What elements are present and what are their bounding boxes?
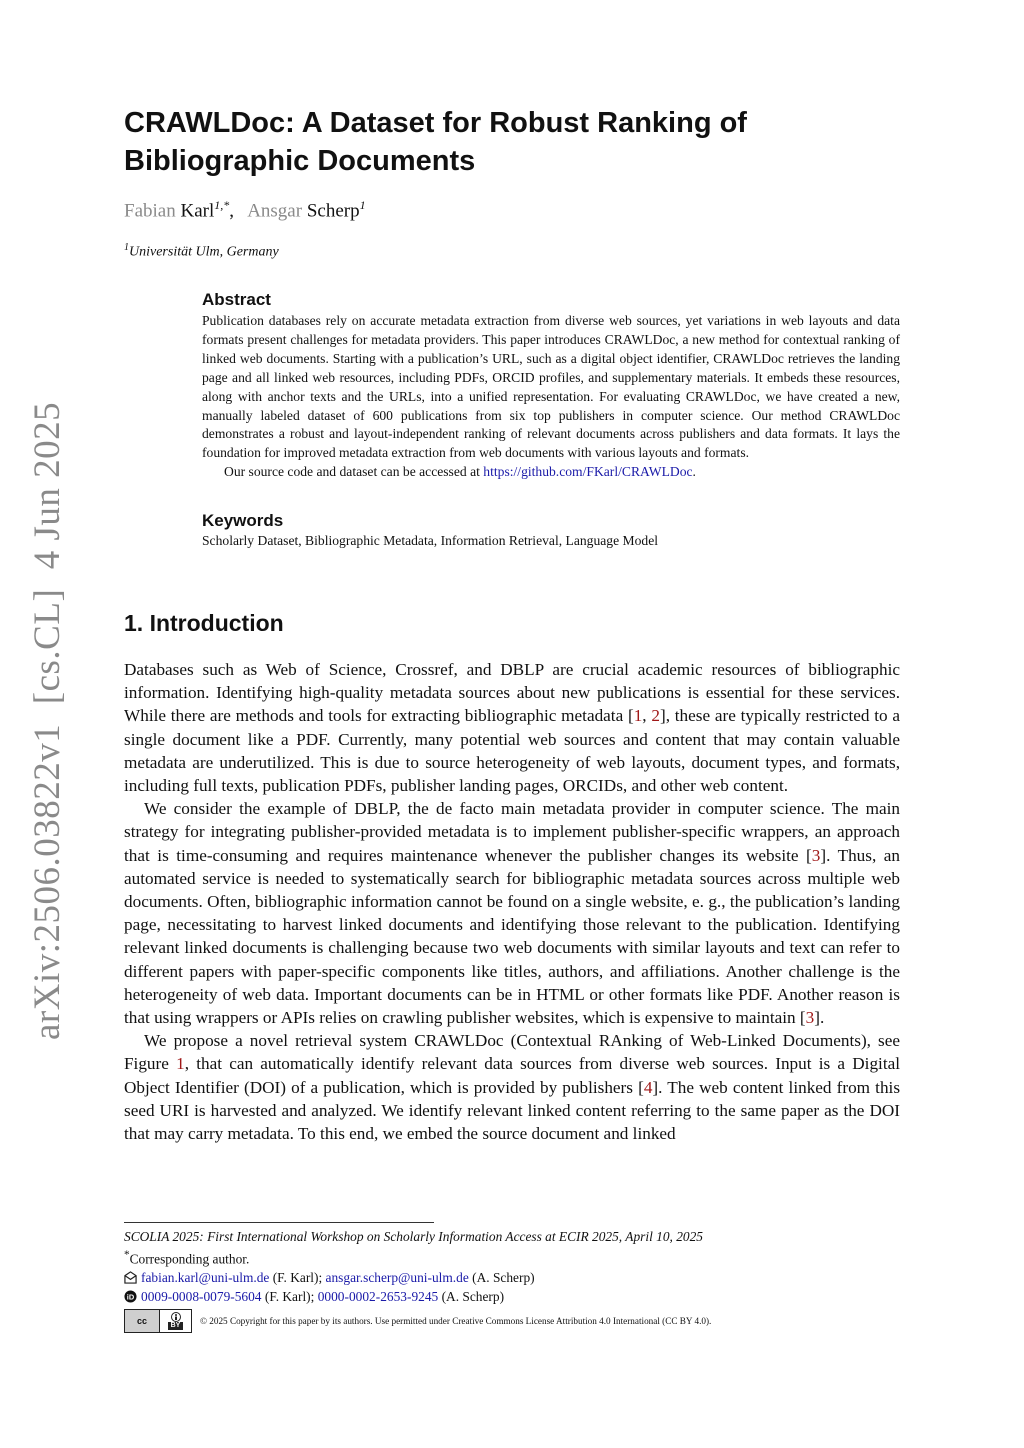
paragraph-text: ]. The web content linked from this seed URI is harvested and analyzed. We identify relevant linked content referring to the same paper as the DOI that may carry metadata. To this end, we embed the source document and linked xyxy=(124,1077,901,1144)
orcid-owner: (F. Karl); xyxy=(261,1289,318,1305)
abstract-text: Publication databases rely on accurate metadata extraction from diverse web sources, yet variations in web layouts and data formats present challenges for metadata providers. This paper introduces CRAWLDoc, a new method for contextual ranking of linked web documents. Starting with a publication’s URL, such as a digital object identifier, CRAWLDoc retrieves the landing page and all linked web resources, including PDFs, ORCID profiles, and supplementary materials. It embeds these resources, along with anchor texts and the URLs, into a unified representation. For evaluating CRAWLDoc, we have created a new, manually labeled dataset of 600 publications from six top publishers in computer science. Our method CRAWLDoc demonstrates a robust and layout-independent ranking of relevant documents across publishers and data formats. It lays the foundation for improved metadata extraction from web documents with various layouts and formats. xyxy=(202,313,900,461)
author-given-name: Fabian xyxy=(124,200,176,222)
author-affil-mark: 1,* xyxy=(214,198,230,212)
title-line-2: Bibliographic Documents xyxy=(124,145,476,177)
keywords-heading: Keywords xyxy=(202,511,284,530)
svg-text:iD: iD xyxy=(126,1292,135,1302)
conference-note: SCOLIA 2025: First International Workshop on Scholarly Information Access at ECIR 2025, April 10, 2025 xyxy=(124,1229,704,1244)
keywords-section xyxy=(202,511,900,549)
orcid-line xyxy=(124,1287,900,1306)
cc-by-panel xyxy=(160,1310,191,1332)
intro-paragraph-1 xyxy=(124,658,900,797)
figure-link[interactable]: 1 xyxy=(176,1054,185,1074)
intro-paragraph-2 xyxy=(124,797,900,1029)
introduction-body xyxy=(124,658,900,1145)
paragraph-text: Databases such as Web of Science, Crossref, and DBLP are crucial academic resources of bibliographic information. Identifying high-quality metadata sources about new publications is essential for these services. While there are methods and tools for extracting bibliographic metadata [ xyxy=(124,660,900,726)
author-affil-mark: 1 xyxy=(359,198,366,212)
email-link-scherp[interactable]: ansgar.scherp@uni-ulm.de xyxy=(325,1270,469,1286)
affiliation xyxy=(124,242,279,261)
abstract-source-suffix: . xyxy=(692,464,696,480)
section-heading-introduction: 1. Introduction xyxy=(124,610,284,636)
email-line xyxy=(124,1268,900,1287)
author-family-name: Scherp xyxy=(306,200,360,222)
affiliation-mark: 1 xyxy=(124,242,129,253)
footnotes xyxy=(124,1227,900,1333)
author-given-name: Ansgar xyxy=(247,200,303,222)
cc-label: cc xyxy=(125,1310,160,1332)
license-row xyxy=(124,1309,900,1333)
email-owner: (F. Karl); xyxy=(269,1270,326,1286)
email-link-karl[interactable]: fabian.karl@uni-ulm.de xyxy=(141,1270,270,1286)
paragraph-text: We consider the example of DBLP, the de facto main metadata provider in computer science. The main strategy for integrating publisher-provided metadata is to implement publisher-specific wrappers, an approach that is time-consuming and requires maintenance whenever the publisher changes its website [ xyxy=(124,799,900,865)
orcid-link-scherp[interactable]: 0000-0002-2653-9245 xyxy=(317,1289,439,1305)
envelope-icon xyxy=(124,1271,137,1284)
abstract-heading: Abstract xyxy=(202,290,271,309)
corresponding-mark: * xyxy=(124,1249,130,1261)
abstract-source-line xyxy=(202,463,900,482)
paragraph-text: ]. Thus, an automated service is needed to systematically search for bibliographic metadata sources across multiple web documents. Often, bibliographic information cannot be found on a single website, e. g., the publication’s landing page, necessitating to harvest linked documents and identifying those relevant to the publication. Identifying relevant linked documents is challenging because two web documents with similar layouts and text can refer to different papers with paper-specific components like titles, authors, and affiliations. Another challenge is the heterogeneity of web data. Important documents can be in HTML or other formats like PDF. Another reason is that using wrappers or APIs relies on crawling publisher websites, which is expensive to maintain [ xyxy=(124,845,900,1028)
github-link[interactable]: https://github.com/FKarl/CRAWLDoc xyxy=(483,464,693,480)
paragraph-text: We propose a novel retrieval system CRAWLDoc (Contextual RAnking of Web-Linked Documents), see Figure xyxy=(124,1031,900,1074)
corresponding-text: Corresponding author. xyxy=(129,1251,250,1267)
title-line-1: CRAWLDoc: A Dataset for Robust Ranking of xyxy=(124,107,747,139)
author-family-name: Karl xyxy=(180,200,215,222)
orcid-link-karl[interactable]: 0009-0008-0079-5604 xyxy=(141,1289,262,1305)
paragraph-text: ], these are typically restricted to a single document like a PDF. Currently, many potential web sources and content that may contain valuable metadata are underutilized. This is due to source heterogeneity of web layouts, document types, and formats, including full texts, publication PDFs, publisher landing pages, ORCIDs, and other web content. xyxy=(124,706,901,796)
cc-by-badge-icon xyxy=(124,1309,192,1333)
by-label: BY xyxy=(168,1322,184,1330)
citation-link[interactable]: 1 xyxy=(633,706,643,726)
citation-link[interactable]: 3 xyxy=(811,845,821,865)
page-title xyxy=(124,104,884,180)
paragraph-text: , that can automatically identify relevant data sources from diverse web sources. Input is a Digital Object Identifier (DOI) of a publication, which is provided by publishers [ xyxy=(124,1054,900,1097)
abstract-section xyxy=(202,290,900,482)
person-icon xyxy=(171,1312,181,1322)
footnote-divider xyxy=(124,1222,434,1223)
abstract-source-prefix: Our source code and dataset can be accessed at xyxy=(224,464,484,480)
intro-paragraph-3 xyxy=(124,1029,900,1145)
citation-link[interactable]: 4 xyxy=(643,1077,653,1097)
citation-link[interactable]: 2 xyxy=(651,706,660,726)
email-owner: (A. Scherp) xyxy=(468,1270,535,1286)
author-list: Fabian Karl$^{1,*}$, Ansgar Scherp$^1$ xyxy=(124,198,366,222)
arxiv-sidebar-id: arXiv:2506.03822v1 [cs.CL] 4 Jun 2025 xyxy=(27,401,68,1040)
keywords-text: Scholarly Dataset, Bibliographic Metadata, Information Retrieval, Language Model xyxy=(202,533,659,548)
citation-link[interactable]: 3 xyxy=(805,1008,815,1028)
orcid-icon xyxy=(124,1290,137,1303)
corresponding-note xyxy=(124,1246,900,1268)
copyright-text: © 2025 Copyright for this paper by its authors. Use permitted under Creative Commons License Attribution 4.0 International (CC BY 4.0). xyxy=(200,1315,712,1326)
affiliation-text: Universität Ulm, Germany xyxy=(129,244,279,260)
paragraph-text: ]. xyxy=(814,1008,825,1028)
paragraph-text: , xyxy=(642,706,652,726)
orcid-owner: (A. Scherp) xyxy=(438,1289,505,1305)
